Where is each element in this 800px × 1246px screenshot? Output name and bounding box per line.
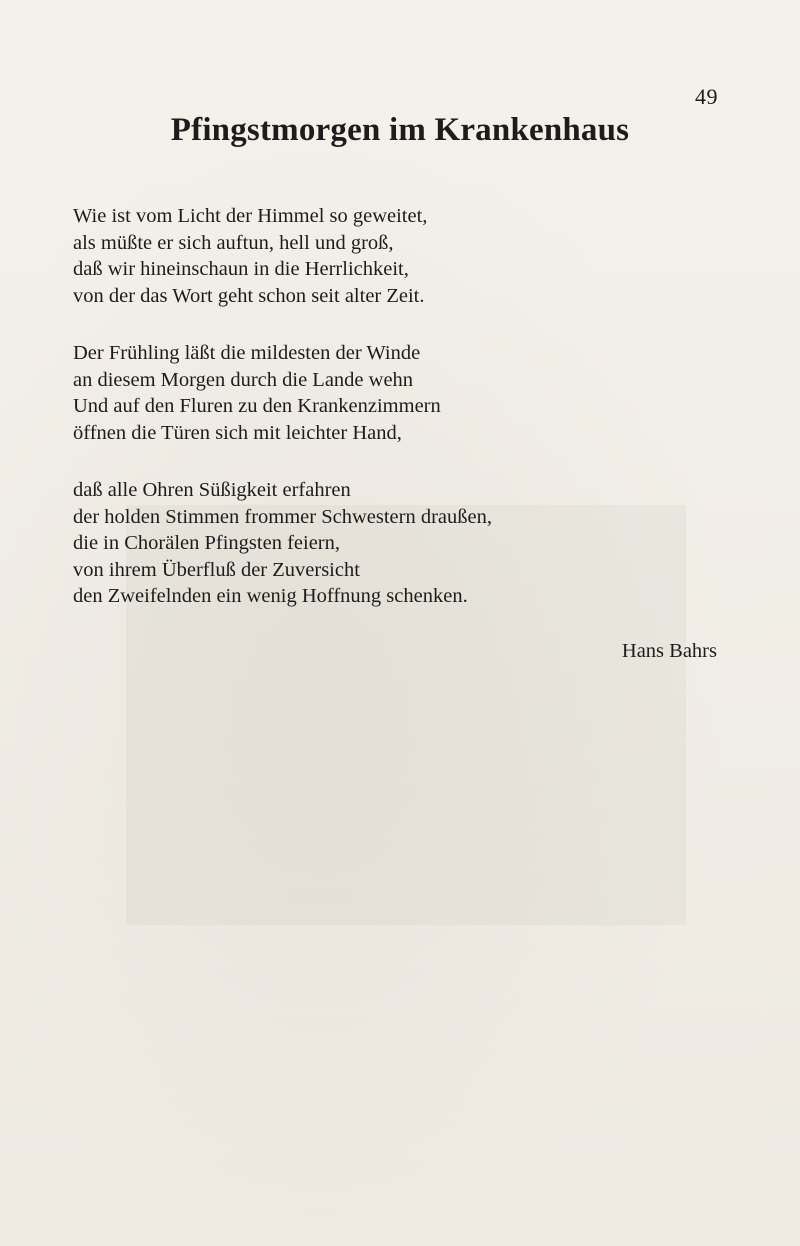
poem-stanza-2 <box>73 340 441 446</box>
page-number: 49 <box>695 84 718 109</box>
poem-stanza-3 <box>73 477 492 610</box>
poem-line: als müßte er sich auftun, hell und groß, <box>73 231 394 254</box>
poem-line: von ihrem Überfluß der Zuversicht <box>73 558 360 581</box>
poem-line: Der Frühling läßt die mildesten der Winde <box>73 342 421 364</box>
poem-title: Pfingstmorgen im Krankenhaus <box>170 112 630 148</box>
poem-line: den Zweifelnden ein wenig Hoffnung schenken. <box>73 585 468 607</box>
poem-stanza-1 <box>73 203 427 309</box>
poem-line: der holden Stimmen frommer Schwestern draußen, <box>73 505 492 528</box>
poem-line: daß wir hineinschaun in die Herrlichkeit, <box>73 258 409 280</box>
poem-line: an diesem Morgen durch die Lande wehn <box>73 368 414 391</box>
poem-line: die in Chorälen Pfingsten feiern, <box>73 532 341 554</box>
poem-line: öffnen die Türen sich mit leichter Hand, <box>73 421 402 444</box>
poem-line: daß alle Ohren Süßigkeit erfahren <box>73 479 351 501</box>
poem-line: Wie ist vom Licht der Himmel so geweitet, <box>73 205 428 227</box>
poem-line: Und auf den Fluren zu den Krankenzimmern <box>73 395 441 417</box>
poem-line: von der das Wort geht schon seit alter Zeit. <box>73 284 425 307</box>
poem-author: Hans Bahrs <box>621 640 717 662</box>
